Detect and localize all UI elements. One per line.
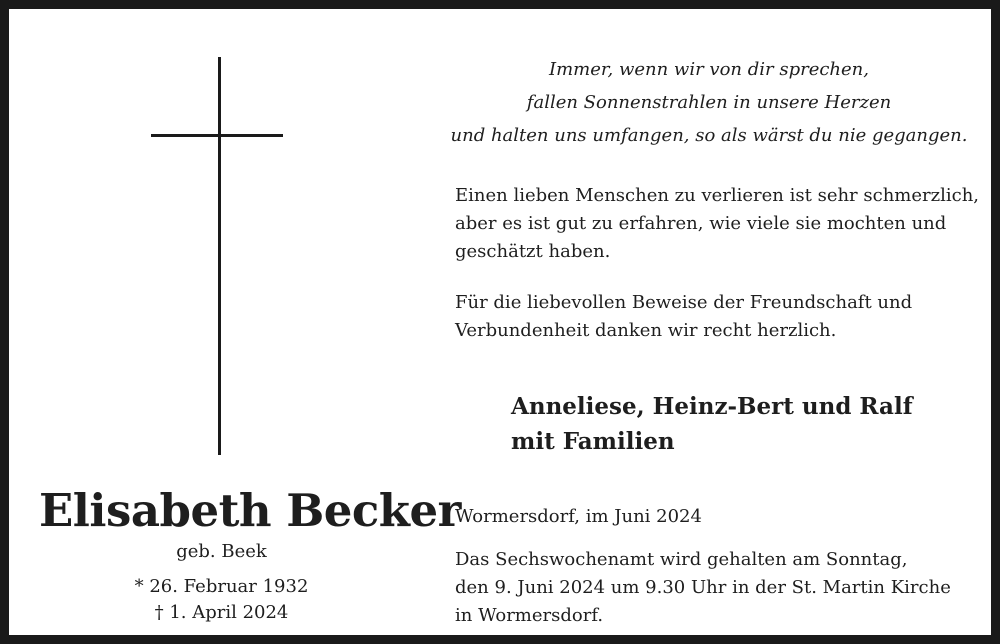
cross-horizontal-bar	[151, 134, 283, 137]
message-paragraph-2	[455, 289, 1000, 345]
service-line: in Wormersdorf.	[455, 605, 604, 626]
cross-vertical-bar	[218, 57, 221, 455]
poem-line: Immer, wenn wir von dir sprechen,	[548, 59, 869, 80]
signer-line: mit Familien	[511, 428, 675, 455]
poem-line: und halten uns umfangen, so als wärst du nie gegangen.	[450, 125, 968, 146]
signer-line: Anneliese, Heinz-Bert und Ralf	[511, 393, 913, 420]
poem-line: fallen Sonnenstrahlen in unsere Herzen	[526, 92, 892, 113]
birth-date: * 26. Februar 1932	[134, 576, 309, 597]
message-line: Für die liebevollen Beweise der Freundschaft und	[455, 292, 913, 313]
signers	[511, 389, 913, 459]
service-line: Das Sechswochenamt wird gehalten am Sonntag,	[455, 549, 908, 570]
message-line: Einen lieben Menschen zu verlieren ist sehr schmerzlich,	[455, 185, 980, 206]
message-line: aber es ist gut zu erfahren, wie viele sie mochten und	[455, 213, 947, 234]
death-date: † 1. April 2024	[154, 602, 289, 623]
place-date: Wormersdorf, im Juni 2024	[455, 506, 702, 527]
poem	[439, 53, 979, 152]
service-notice	[455, 546, 1000, 630]
maiden-name: geb. Beek	[176, 541, 267, 562]
message-line: geschätzt haben.	[455, 241, 611, 262]
message-paragraph-1	[455, 182, 1000, 266]
deceased-name: Elisabeth Becker	[39, 484, 461, 537]
service-line: den 9. Juni 2024 um 9.30 Uhr in der St. Martin Kirche	[455, 577, 951, 598]
message-line: Verbundenheit danken wir recht herzlich.	[455, 320, 837, 341]
